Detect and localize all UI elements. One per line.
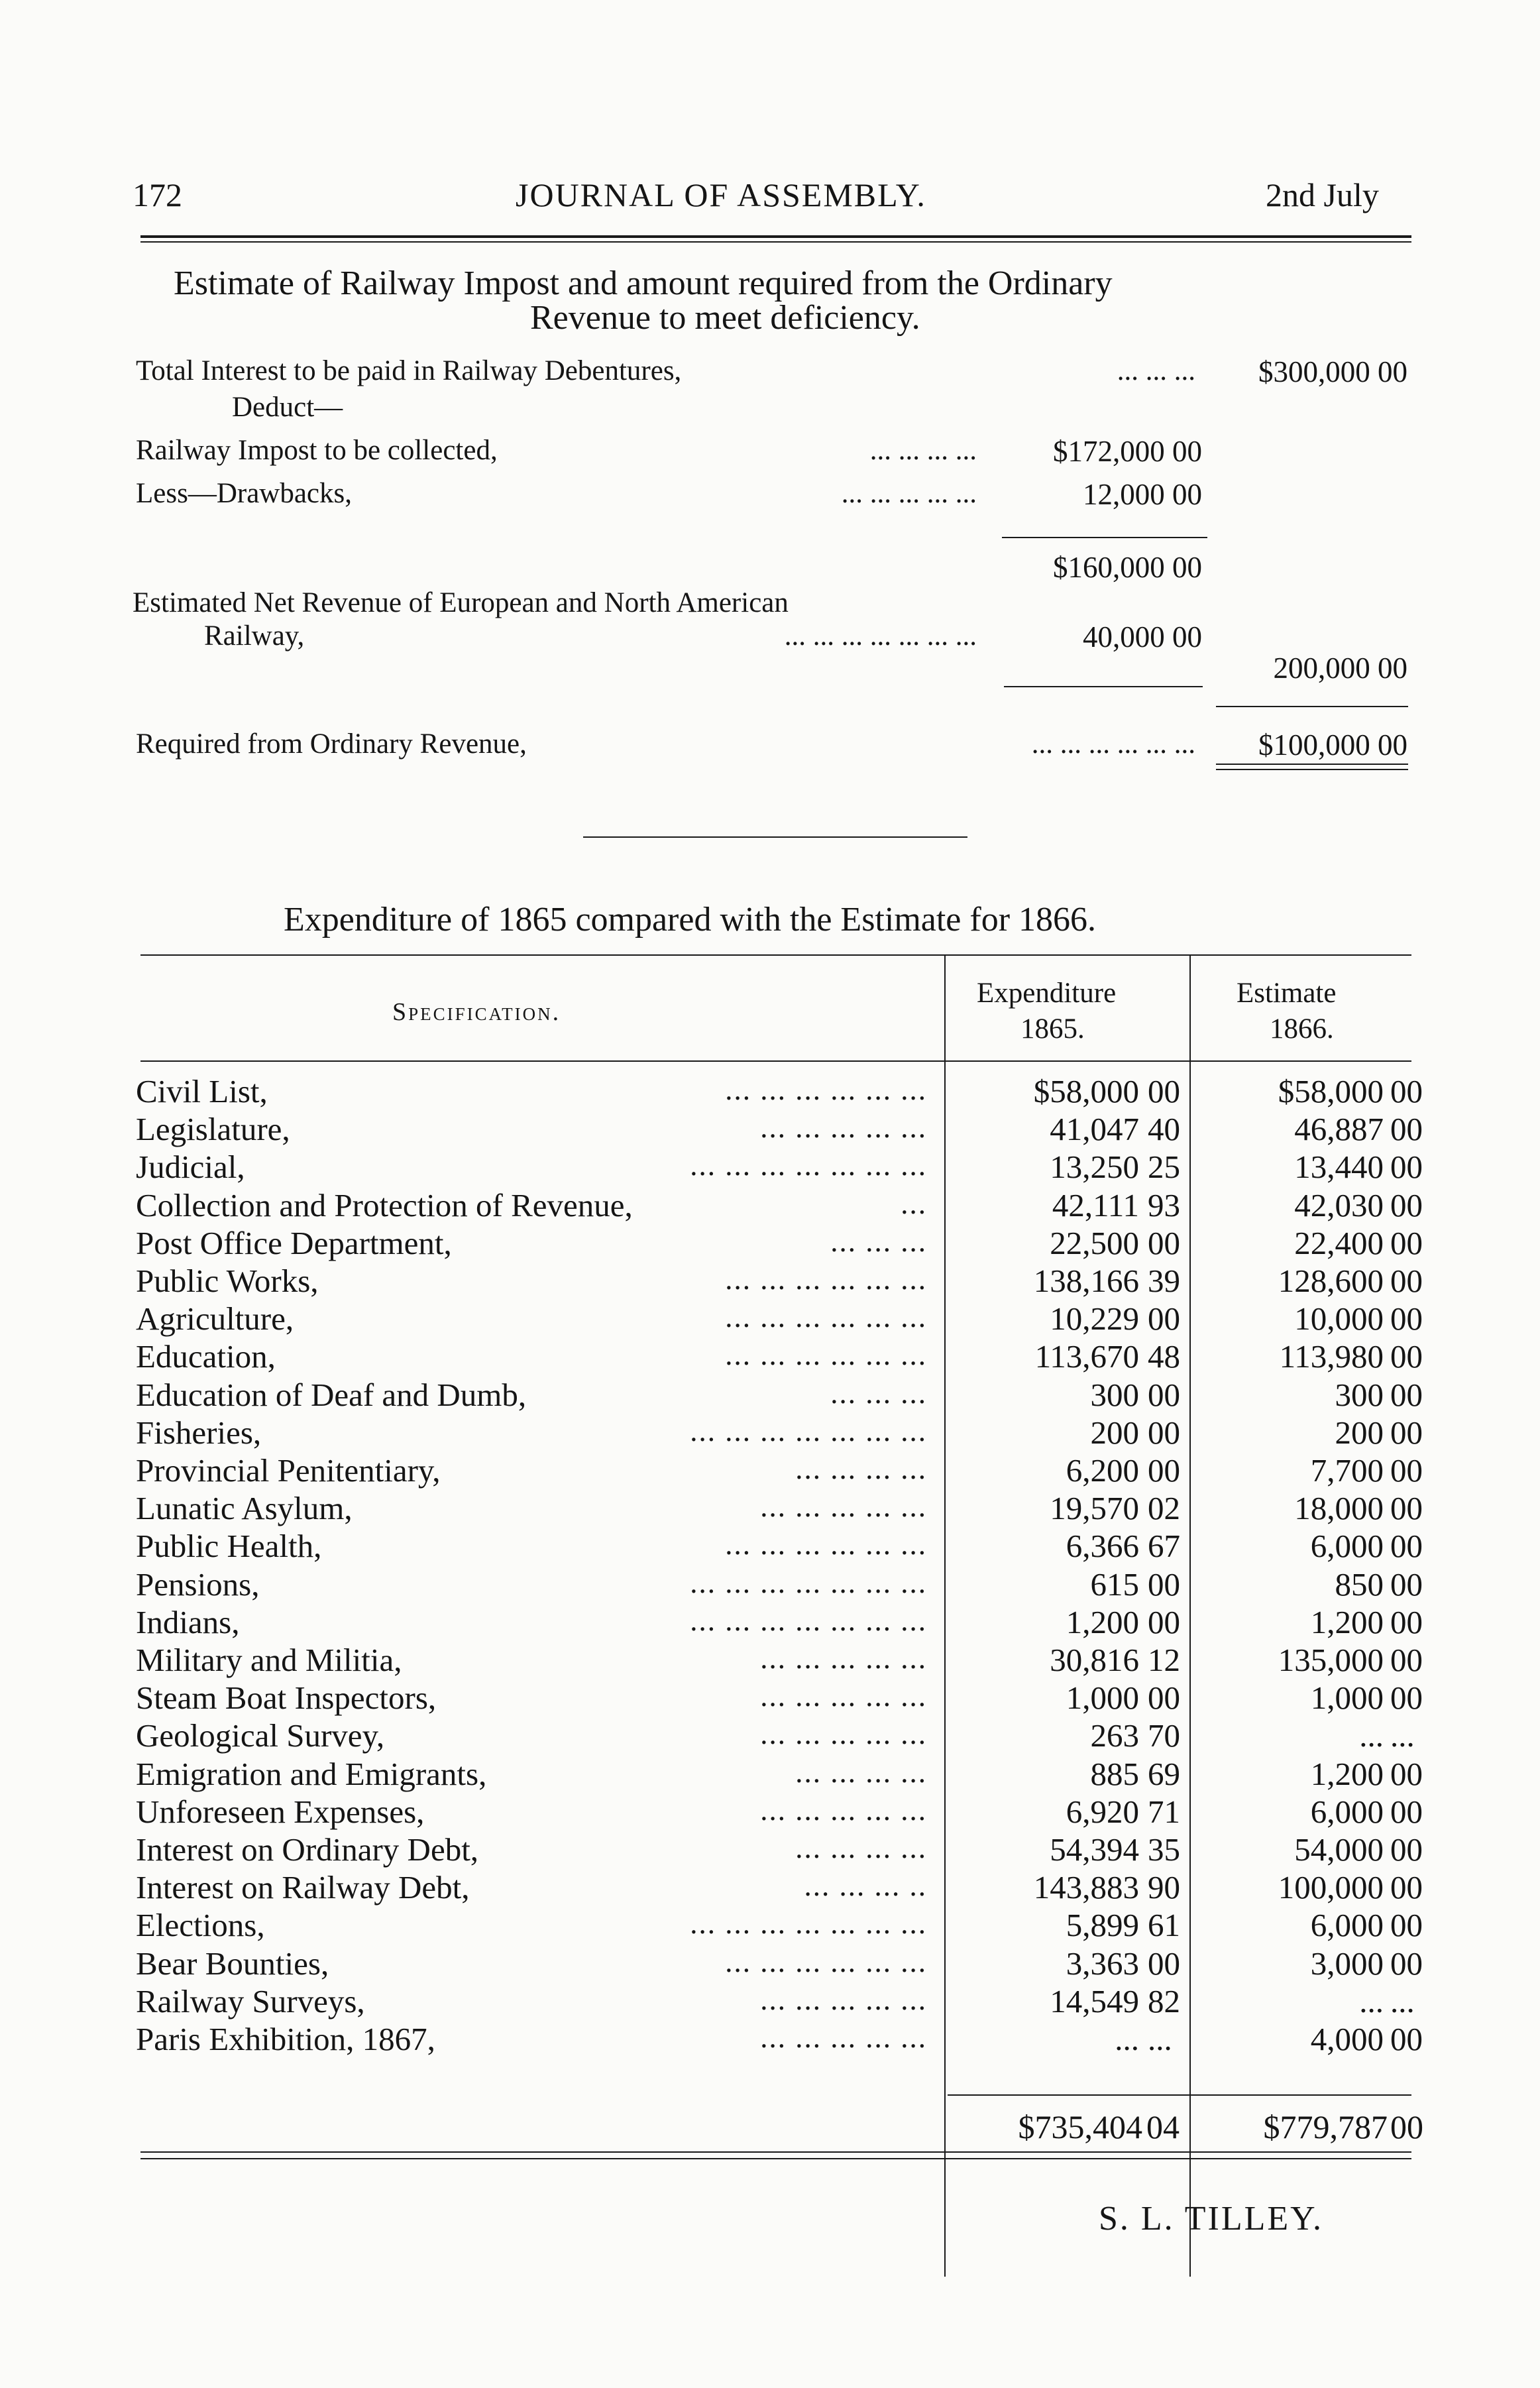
header-rule-bottom: [140, 241, 1411, 243]
comparison-title: Expenditure of 1865 compared with the Estimate for 1866.: [284, 901, 1097, 938]
table-row-expenditure-cents: 00: [1148, 1300, 1180, 1337]
table-row-expenditure-cents: 00: [1148, 1566, 1180, 1603]
table-row-estimate-dollars: 1,200: [1310, 1604, 1384, 1640]
table-row-leader: ... ... ... ... ...: [760, 1983, 927, 2016]
table-row-estimate-cents: 00: [1390, 1300, 1423, 1337]
table-row-expenditure-cents: 69: [1148, 1756, 1180, 1792]
estimate-row-label: Required from Ordinary Revenue,: [136, 728, 527, 760]
expenditure-header-line2: 1865.: [1020, 1013, 1085, 1045]
table-row-expenditure-dollars: 263: [1090, 1717, 1139, 1754]
estimate-title-line1: Estimate of Railway Impost and amount required from the Ordinary: [174, 264, 1113, 302]
table-row-expenditure-dollars: 143,883: [1033, 1869, 1139, 1905]
table-row-expenditure-dollars: 6,200: [1066, 1452, 1139, 1489]
table-row-expenditure-cents: 00: [1148, 1414, 1180, 1451]
table-row-item: Military and Militia,: [136, 1642, 402, 1678]
table-row-leader: ... ... ... ...: [795, 1756, 927, 1789]
estimate-row-label: Less—Drawbacks,: [136, 478, 352, 509]
table-row-leader: ... ... ... ... ... ... ...: [690, 1907, 927, 1940]
table-row-expenditure-dollars: 13,250: [1050, 1149, 1139, 1185]
table-row-estimate-dollars: 13,440: [1294, 1149, 1384, 1185]
table-row-expenditure-dollars: 200: [1090, 1414, 1139, 1451]
table-row-item: Emigration and Emigrants,: [136, 1756, 487, 1792]
table-row-item: Geological Survey,: [136, 1717, 385, 1754]
table-row-leader: ... ... ... ... ... ... ...: [690, 1604, 927, 1637]
table-row-estimate-cents: 00: [1390, 1756, 1423, 1792]
table-row-estimate-dollars: 850: [1335, 1566, 1384, 1603]
table-row-estimate-cents: 00: [1390, 1945, 1423, 1982]
table-row-expenditure-dollars: ...: [1115, 2021, 1139, 2057]
table-row-leader: ... ... ... ... ...: [760, 1642, 927, 1675]
table-row-expenditure-cents: 90: [1148, 1869, 1180, 1905]
table-row-expenditure-cents: 00: [1148, 1679, 1180, 1716]
table-row-estimate-cents: 00: [1390, 1225, 1423, 1261]
table-row-estimate-cents: 00: [1390, 1566, 1423, 1603]
table-row-leader: ... ... ... ... ...: [760, 1793, 927, 1827]
signature: S. L. TILLEY.: [1099, 2200, 1323, 2238]
table-row-estimate-dollars: 42,030: [1294, 1187, 1384, 1223]
page-date: 2nd July: [1266, 176, 1379, 213]
table-row-leader: ...: [901, 1187, 927, 1220]
table-row-item: Legislature,: [136, 1111, 290, 1147]
estimate-row-leader: ... ... ... ... ... ... ...: [784, 620, 977, 652]
table-row-expenditure-dollars: 1,200: [1066, 1604, 1139, 1640]
table-row-estimate-dollars: 6,000: [1310, 1793, 1384, 1830]
table-row-leader: ... ... ... ... ... ...: [725, 1528, 927, 1561]
estimate-row-inner-amount: 12,000 00: [1083, 478, 1202, 511]
table-row-expenditure-dollars: 14,549: [1050, 1983, 1139, 2019]
table-row-estimate-cents: 00: [1390, 1679, 1423, 1716]
table-row-leader: ... ... ... ... ... ... ...: [690, 1149, 927, 1182]
table-row-expenditure-dollars: 3,363: [1066, 1945, 1139, 1982]
table-row-estimate-dollars: 7,700: [1310, 1452, 1384, 1489]
table-row-expenditure-cents: 93: [1148, 1187, 1180, 1223]
table-row-item: Fisheries,: [136, 1414, 262, 1451]
estimate-row-inner-amount: $160,000 00: [1053, 551, 1202, 584]
table-row-item: Steam Boat Inspectors,: [136, 1679, 437, 1716]
table-row-expenditure-dollars: 30,816: [1050, 1642, 1139, 1678]
table-bottom-rule-1: [140, 2151, 1411, 2153]
table-row-expenditure-cents: 39: [1148, 1263, 1180, 1299]
table-row-estimate-dollars: 54,000: [1294, 1831, 1384, 1868]
table-row-item: Lunatic Asylum,: [136, 1490, 353, 1526]
estimate-subtotal-rule: [1002, 537, 1207, 538]
total-estimate-dollars: $779,787: [1263, 2108, 1388, 2145]
table-row-expenditure-cents: 00: [1148, 1945, 1180, 1982]
header-rule-top: [140, 235, 1411, 238]
table-row-estimate-cents: ...: [1390, 1983, 1415, 2019]
table-row-estimate-cents: 00: [1390, 1642, 1423, 1678]
table-row-expenditure-cents: 25: [1148, 1149, 1180, 1185]
table-row-estimate-cents: 00: [1390, 1490, 1423, 1526]
table-row-estimate-dollars: ...: [1359, 1717, 1384, 1754]
table-row-expenditure-cents: 61: [1148, 1907, 1180, 1943]
table-row-leader: ... ... ... ... ... ...: [725, 1073, 927, 1106]
table-row-expenditure-cents: 82: [1148, 1983, 1180, 2019]
table-row-expenditure-cents: 02: [1148, 1490, 1180, 1526]
estimate-row-leader: ... ... ... ... ... ...: [1031, 728, 1195, 760]
table-row-item: Public Works,: [136, 1263, 319, 1299]
table-row-expenditure-cents: 00: [1148, 1073, 1180, 1109]
table-row-leader: ... ... ... ... ...: [760, 1490, 927, 1523]
estimate-row-leader: ... ... ... ...: [869, 435, 977, 466]
table-row-item: Elections,: [136, 1907, 265, 1943]
table-row-expenditure-dollars: 113,670: [1034, 1338, 1139, 1375]
table-row-estimate-cents: 00: [1390, 1793, 1423, 1830]
estimate-row-label: Estimated Net Revenue of European and North American: [133, 587, 789, 618]
expenditure-header-line1: Expenditure: [977, 978, 1117, 1009]
table-row-leader: ... ... ... ..: [804, 1869, 927, 1902]
table-row-estimate-dollars: 100,000: [1278, 1869, 1384, 1905]
table-row-leader: ... ... ... ... ...: [760, 2021, 927, 2054]
table-row-estimate-dollars: 1,200: [1310, 1756, 1384, 1792]
table-row-expenditure-dollars: 6,920: [1066, 1793, 1139, 1830]
table-row-expenditure-dollars: 885: [1090, 1756, 1139, 1792]
table-row-estimate-dollars: $58,000: [1278, 1073, 1384, 1109]
table-row-item: Judicial,: [136, 1149, 245, 1185]
table-row-leader: ... ... ... ... ... ...: [725, 1945, 927, 1978]
table-row-item: Post Office Department,: [136, 1225, 452, 1261]
estimate-title-line2: Revenue to meet deficiency.: [530, 299, 920, 337]
table-row-estimate-cents: 00: [1390, 1831, 1423, 1868]
table-row-estimate-dollars: 22,400: [1294, 1225, 1384, 1261]
table-row-estimate-dollars: 200: [1335, 1414, 1384, 1451]
total-expenditure-dollars: $735,404: [1018, 2108, 1142, 2145]
table-row-estimate-cents: 00: [1390, 1528, 1423, 1564]
table-row-expenditure-cents: 00: [1148, 1452, 1180, 1489]
table-row-expenditure-cents: 00: [1148, 1377, 1180, 1413]
table-row-estimate-cents: 00: [1390, 1377, 1423, 1413]
table-row-item: Paris Exhibition, 1867,: [136, 2021, 435, 2057]
table-row-estimate-dollars: 6,000: [1310, 1907, 1384, 1943]
table-row-expenditure-dollars: 615: [1090, 1566, 1139, 1603]
table-row-leader: ... ... ... ... ...: [760, 1679, 927, 1713]
table-row-expenditure-cents: 12: [1148, 1642, 1180, 1678]
total-expenditure-cents: 04: [1146, 2108, 1180, 2145]
table-row-expenditure-dollars: 6,366: [1066, 1528, 1139, 1564]
table-row-estimate-cents: 00: [1390, 1338, 1423, 1375]
table-row-expenditure-dollars: 5,899: [1066, 1907, 1139, 1943]
table-row-expenditure-cents: 35: [1148, 1831, 1180, 1868]
estimate-row-leader: ... ... ... ... ...: [841, 478, 977, 509]
table-row-estimate-cents: 00: [1390, 1111, 1423, 1147]
totals-rule: [948, 2094, 1411, 2096]
estimate-row-label: Railway Impost to be collected,: [136, 435, 498, 466]
table-row-leader: ... ... ... ... ...: [760, 1111, 927, 1144]
estimate-row-leader: ... ... ...: [1117, 355, 1195, 386]
table-row-item: Collection and Protection of Revenue,: [136, 1187, 633, 1223]
table-row-estimate-cents: 00: [1390, 2021, 1423, 2057]
spec-header: Specification.: [392, 998, 561, 1026]
table-row-item: Interest on Railway Debt,: [136, 1869, 470, 1905]
table-row-leader: ... ... ... ...: [795, 1452, 927, 1485]
estimate-row-inner-amount: 40,000 00: [1083, 620, 1202, 654]
table-bottom-rule-2: [140, 2158, 1411, 2159]
table-row-estimate-cents: 00: [1390, 1414, 1423, 1451]
table-row-leader: ... ... ... ... ... ... ...: [690, 1566, 927, 1599]
table-row-expenditure-dollars: $58,000: [1033, 1073, 1139, 1109]
estimate-row-outer-amount: $100,000 00: [1258, 728, 1407, 762]
table-row-expenditure-dollars: 54,394: [1050, 1831, 1139, 1868]
table-row-item: Bear Bounties,: [136, 1945, 329, 1982]
table-row-item: Education of Deaf and Dumb,: [136, 1377, 527, 1413]
table-row-leader: ... ... ... ...: [795, 1831, 927, 1864]
table-row-leader: ... ... ... ... ... ...: [725, 1263, 927, 1296]
estimate-row-outer-amount: 200,000 00: [1273, 652, 1407, 685]
table-row-expenditure-cents: 71: [1148, 1793, 1180, 1830]
table-row-expenditure-cents: 00: [1148, 1604, 1180, 1640]
table-row-item: Interest on Ordinary Debt,: [136, 1831, 479, 1868]
table-row-estimate-cents: 00: [1390, 1073, 1423, 1109]
estimate-outer-rule: [1216, 706, 1408, 707]
table-row-estimate-dollars: 135,000: [1278, 1642, 1384, 1678]
table-row-estimate-cents: 00: [1390, 1187, 1423, 1223]
table-row-estimate-dollars: 46,887: [1294, 1111, 1384, 1147]
estimate-deduction-rule: [1004, 686, 1203, 687]
table-row-estimate-dollars: 1,000: [1310, 1679, 1384, 1716]
table-row-expenditure-cents: 70: [1148, 1717, 1180, 1754]
table-row-estimate-cents: 00: [1390, 1263, 1423, 1299]
estimate-total-rule-1: [1216, 764, 1408, 765]
table-row-estimate-dollars: 18,000: [1294, 1490, 1384, 1526]
table-row-estimate-cents: ...: [1390, 1717, 1415, 1754]
estimate-total-rule-2: [1216, 769, 1408, 770]
table-row-estimate-dollars: ...: [1359, 1983, 1384, 2019]
table-row-expenditure-dollars: 19,570: [1050, 1490, 1139, 1526]
table-row-estimate-dollars: 10,000: [1294, 1300, 1384, 1337]
column-divider-2: [1189, 954, 1191, 2277]
table-row-estimate-dollars: 6,000: [1310, 1528, 1384, 1564]
table-row-item: Public Health,: [136, 1528, 322, 1564]
estimate-header-line2: 1866.: [1270, 1013, 1334, 1045]
table-row-estimate-cents: 00: [1390, 1907, 1423, 1943]
table-row-expenditure-dollars: 10,229: [1050, 1300, 1139, 1337]
page-number: 172: [133, 176, 182, 213]
table-row-leader: ... ... ...: [830, 1377, 927, 1410]
table-row-estimate-dollars: 3,000: [1310, 1945, 1384, 1982]
table-row-estimate-cents: 00: [1390, 1149, 1423, 1185]
table-row-item: Provincial Penitentiary,: [136, 1452, 441, 1489]
table-row-item: Education,: [136, 1338, 276, 1375]
table-row-expenditure-dollars: 22,500: [1050, 1225, 1139, 1261]
table-row-expenditure-dollars: 1,000: [1066, 1679, 1139, 1716]
table-row-item: Unforeseen Expenses,: [136, 1793, 425, 1830]
table-header-rule: [140, 1060, 1411, 1062]
table-row-estimate-cents: 00: [1390, 1604, 1423, 1640]
estimate-header-line1: Estimate: [1237, 978, 1337, 1009]
table-row-leader: ... ... ... ... ... ...: [725, 1338, 927, 1371]
estimate-row-inner-amount: $172,000 00: [1053, 435, 1202, 468]
table-row-expenditure-dollars: 42,111: [1052, 1187, 1139, 1223]
table-row-leader: ... ... ... ... ... ... ...: [690, 1414, 927, 1448]
estimate-row-label: Railway,: [204, 620, 305, 652]
table-row-expenditure-dollars: 138,166: [1033, 1263, 1139, 1299]
table-row-expenditure-dollars: 300: [1090, 1377, 1139, 1413]
table-row-leader: ... ... ...: [830, 1225, 927, 1258]
table-row-expenditure-cents: 00: [1148, 1225, 1180, 1261]
table-row-estimate-dollars: 300: [1335, 1377, 1384, 1413]
table-row-leader: ... ... ... ... ... ...: [725, 1300, 927, 1334]
table-row-estimate-dollars: 113,980: [1279, 1338, 1384, 1375]
table-top-rule: [140, 954, 1411, 956]
table-row-estimate-dollars: 128,600: [1278, 1263, 1384, 1299]
section-separator: [583, 836, 967, 838]
table-row-expenditure-cents: 48: [1148, 1338, 1180, 1375]
table-row-expenditure-cents: 40: [1148, 1111, 1180, 1147]
table-row-estimate-cents: 00: [1390, 1869, 1423, 1905]
estimate-row-label: Total Interest to be paid in Railway Debentures,: [136, 355, 682, 386]
table-row-expenditure-dollars: 41,047: [1050, 1111, 1139, 1147]
table-row-expenditure-cents: 67: [1148, 1528, 1180, 1564]
table-row-item: Pensions,: [136, 1566, 260, 1603]
table-row-item: Civil List,: [136, 1073, 268, 1109]
table-row-item: Agriculture,: [136, 1300, 294, 1337]
table-row-estimate-dollars: 4,000: [1310, 2021, 1384, 2057]
total-estimate-cents: 00: [1390, 2108, 1423, 2145]
table-row-item: Railway Surveys,: [136, 1983, 365, 2019]
table-row-leader: ... ... ... ... ...: [760, 1717, 927, 1750]
table-row-item: Indians,: [136, 1604, 240, 1640]
estimate-row-outer-amount: $300,000 00: [1258, 355, 1407, 388]
estimate-row-label: Deduct—: [232, 392, 343, 423]
table-row-expenditure-cents: ...: [1148, 2021, 1172, 2057]
table-row-estimate-cents: 00: [1390, 1452, 1423, 1489]
running-title: JOURNAL OF ASSEMBLY.: [516, 176, 926, 213]
column-divider-1: [944, 954, 946, 2277]
